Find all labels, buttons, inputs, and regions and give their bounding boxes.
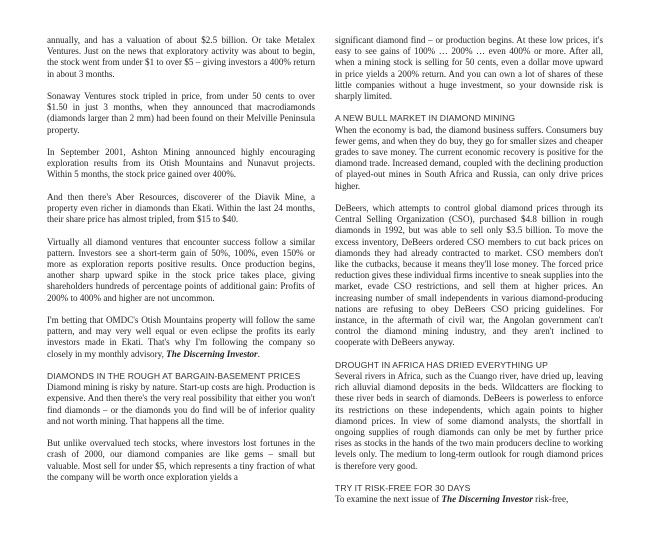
paragraph bbox=[335, 494, 603, 505]
paragraph: Sonaway Ventures stock tripled in price, from under 50 cents to over $1.50 in just 3 months, when they announced that macrodiamonds (diamonds larger than 2 mm) had been found on their Melville Peninsula property. bbox=[47, 91, 315, 135]
paragraph-text: I'm betting that OMDC's Otish Mountains property will follow the same pattern, and may very well equal or even eclipse the profits its early investors made in Ekati. That's why I'm following the company so closely in my monthly advisory, bbox=[47, 315, 315, 359]
paragraph-text: risk-free, bbox=[532, 494, 569, 505]
paragraph: In September 2001, Ashton Mining announced highly encouraging exploration results from its Otish Mountains and Nunavut projects. Within 5 months, the stock price gained over 400%. bbox=[47, 147, 315, 180]
paragraph bbox=[47, 315, 315, 360]
left-column bbox=[47, 35, 315, 483]
section-heading: TRY IT RISK-FREE FOR 30 DAYS bbox=[335, 483, 471, 494]
publication-title: The Discerning Investor bbox=[441, 494, 533, 505]
publication-title: The Discerning Investor bbox=[166, 348, 258, 359]
section-heading: DROUGHT IN AFRICA HAS DRIED EVERYTHING UP bbox=[335, 359, 548, 370]
paragraph: annually, and has a valuation of about $2.5 billion. Or take Metalex Ventures. Just on the news that exploratory activity was about to begin, the stock went from under $1 to over $5 – giving investors a 400% return in about 3 months. bbox=[47, 35, 315, 79]
paragraph: Diamond mining is risky by nature. Start-up costs are high. Production is expensive. And then there's the very real possibility that either you won't find diamonds – or the diamonds you do find will be of inferior quality and not worth mining. That happens all the time. bbox=[47, 382, 315, 426]
paragraph-text: . bbox=[257, 348, 260, 359]
paragraph: And then there's Aber Resources, discoverer of the Diavik Mine, a property even richer in diamonds than Ekati. Within the last 24 months, their share price has almost tripled, from $15 to $40. bbox=[47, 191, 315, 225]
paragraph: significant diamond find – or production begins. At these low prices, it's easy to see gains of 100% … 200% … even 400% or more. After all, when a mining stock is selling for 50 cents, even a dollar move upward in price yields a 200% return. And you can own a lot of shares of these little companies without a huge investment, so your downside risk is sharply limited. bbox=[335, 35, 603, 102]
paragraph: DeBeers, which attempts to control global diamond prices through its Central Selling Organization (CSO), purchased $4.8 billion in rough diamonds in 1992, but was able to sell only $3.5 billion. To move the excess inventory, DeBeers ordered CSO members to cut back prices on diamonds they had already contracted to market. CSO members don't like the cutbacks, because it means they'll lose money. The forced price reduction gives these individual firms incentive to sneak supplies into the market, evade CSO restrictions, and sell them at higher prices. An increasing number of small independents in various diamond-producing nations are refusing to obey DeBeers CSO pricing guidelines. For instance, in the aftermath of civil war, the Angolan government can't control the diamond mining industry, and they aren't inclined to cooperate with DeBeers anyway. bbox=[335, 203, 603, 348]
section-heading: DIAMONDS IN THE ROUGH AT BARGAIN-BASEMENT PRICES bbox=[47, 371, 301, 381]
paragraph: But unlike overvalued tech stocks, where investors lost fortunes in the crash of 2000, our diamond companies are like gems – small but valuable. Most sell for under $5, which represents a tiny fraction of what the company will be worth once exploration yields a bbox=[47, 438, 315, 482]
paragraph: Several rivers in Africa, such as the Cuango river, have dried up, leaving rich alluvial diamond deposits in the beds. Wildcatters are flocking to these river beds in search of diamonds. DeBeers is powerless to enforce its restrictions on these independents, which again points to higher diamond prices. In view of some diamond analysts, the shortfall in ongoing supplies of rough diamonds can only be met by further price rises as stocks in the hands of the two main producers decline to working levels only. The medium to long-term outlook for rough diamond prices is therefore very good. bbox=[335, 371, 603, 471]
right-column bbox=[335, 35, 603, 505]
paragraph-text: To examine the next issue of bbox=[335, 494, 442, 505]
paragraph: When the economy is bad, the diamond business suffers. Consumers buy fewer gems, and when they do buy, they go for smaller sizes and cheaper grades to save money. The current economic recovery is positive for the diamond trade. Increased demand, coupled with the declining production of played-out mines in South Africa and Russia, can only drive prices higher. bbox=[335, 124, 603, 191]
section-heading: A NEW BULL MARKET IN DIAMOND MINING bbox=[335, 113, 516, 124]
paragraph: Virtually all diamond ventures that encounter success follow a similar pattern. Investors see a short-term gain of 50%, 100%, even 150% or more as exploration reports positive results. Once production begins, another sharp upward spike in the stock price takes place, giving shareholders hundreds of percentage points of additional gain: Profits of 200% to 400% and higher are not uncommon. bbox=[47, 236, 315, 303]
